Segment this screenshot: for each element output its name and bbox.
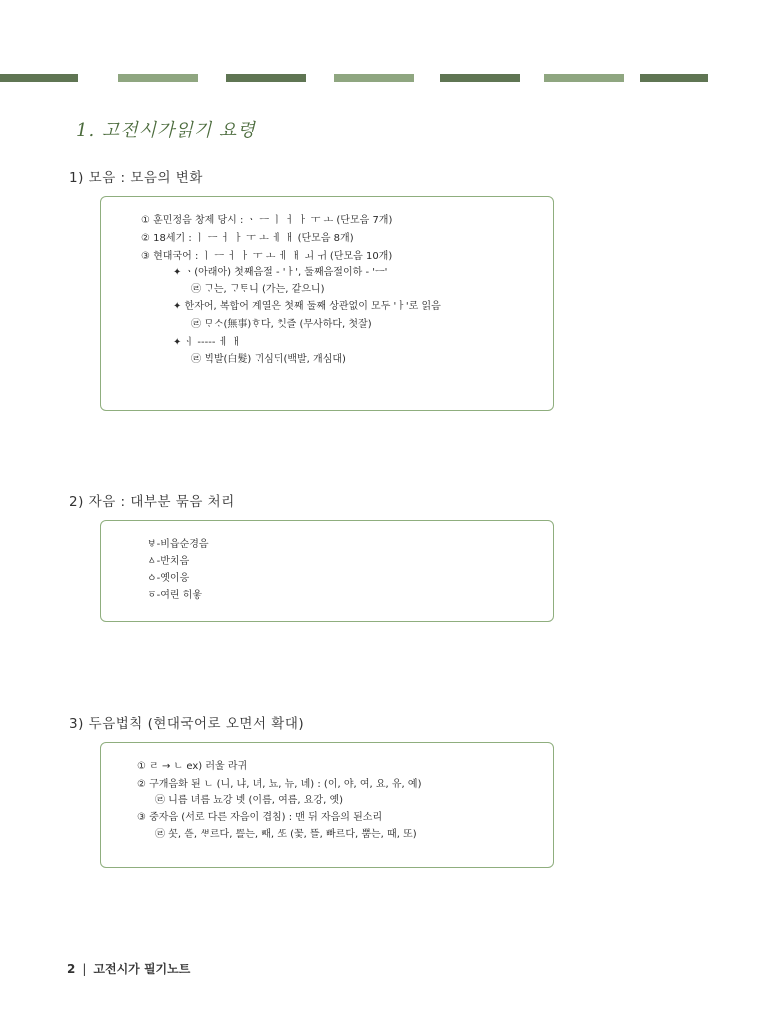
book-title: 고전시가 필기노트 — [93, 962, 191, 976]
note-line: ② 구개음화 된 ㄴ (니, 냐, 녀, 뇨, 뉴, 녜) : (이, 야, 여, 요, 유, 예) — [137, 779, 422, 790]
initial-sound-rule-note-box — [100, 742, 554, 868]
note-line: ② 18세기 : ㅣ ㅡ ㅓ ㅏ ㅜ ㅗ ㅔ ㅐ (단모음 8개) — [141, 233, 354, 244]
note-line: ① ㄹ → ㄴ ex) 러울 라귀 — [137, 761, 248, 772]
band-segment — [198, 74, 226, 82]
note-line: ✦ 한자어, 복합어 계열은 첫째 둘째 상관없이 모두 'ㅏ'로 읽음 — [173, 301, 441, 312]
footer-separator: | — [82, 962, 87, 976]
note-line: ㅿ-반치음 — [147, 556, 190, 567]
section-title-initial-sound-rule: 3) 두음법칙 (현대국어로 오면서 확대) — [69, 716, 305, 732]
decorative-header-band — [0, 74, 708, 82]
band-segment — [640, 74, 708, 82]
band-segment — [78, 74, 118, 82]
example-line: ㉣ ᄀᆞ는, ᄀᆞᄐᆞ니 (가는, 같으니) — [191, 284, 325, 295]
band-segment — [414, 74, 440, 82]
note-line: ㆁ-옛이응 — [147, 573, 190, 584]
band-segment — [0, 74, 78, 82]
band-segment — [226, 74, 306, 82]
example-line: ㉣ ᄆᆞᄉᆞ(無事)ᄒᆞ다, ᄎᆡᆺ즐 (무사하다, 첫잘) — [191, 319, 372, 330]
band-segment — [334, 74, 414, 82]
band-segment — [306, 74, 334, 82]
band-segment — [440, 74, 520, 82]
note-line: ㅸ-비읍순경음 — [147, 539, 209, 550]
section-title-consonants: 2) 자음 : 대부분 묶음 처리 — [69, 494, 235, 510]
chapter-title: 1. 고전시가읽기 요령 — [76, 120, 256, 141]
example-line: ㉣ ᄇᆡᆨ발(白髮) ᄀᆡ심ᄃᆡ(백발, 개심대) — [191, 354, 346, 365]
note-line: ① 훈민정음 창제 당시 : ㆍ ㅡ ㅣ ㅓ ㅏ ㅜ ㅗ (단모음 7개) — [141, 215, 393, 226]
band-segment — [544, 74, 624, 82]
note-line: ③ 현대국어 : ㅣ ㅡ ㅓ ㅏ ㅜ ㅗ ㅔ ㅐ ㅚ ㅟ (단모음 10개) — [141, 251, 393, 262]
note-line: ③ 중자음 (서로 다른 자음이 겹침) : 맨 뒤 자음의 된소리 — [137, 812, 383, 823]
page-footer — [67, 960, 190, 977]
note-line: ㆆ-여린 히읗 — [147, 590, 203, 601]
page-number: 2 — [67, 962, 76, 976]
example-line: ㉣ ᄭᅩᆺ, ᄯᅳᆮ, ᄲᆞ르다, ᄢᅳᆯ는, ᄣᅢ, ᄯᅩ (꽃, 뜰, 빠르다, 뿜는, 때, 또) — [155, 829, 417, 840]
consonants-note-box — [100, 520, 554, 622]
note-line: ✦ ㆍ(아래아) 첫째음절 - 'ㅏ', 둘째음절이하 - 'ㅡ' — [173, 267, 388, 278]
note-line: ✦ ㆎ ----- ㅔ ㅐ — [173, 337, 242, 348]
band-segment — [624, 74, 640, 82]
band-segment — [520, 74, 544, 82]
vowels-note-box — [100, 196, 554, 411]
band-segment — [118, 74, 198, 82]
example-line: ㉣ 니름 녀름 뇨강 녯 (이름, 여름, 요강, 옛) — [155, 795, 344, 806]
section-title-vowels: 1) 모음 : 모음의 변화 — [69, 170, 203, 186]
